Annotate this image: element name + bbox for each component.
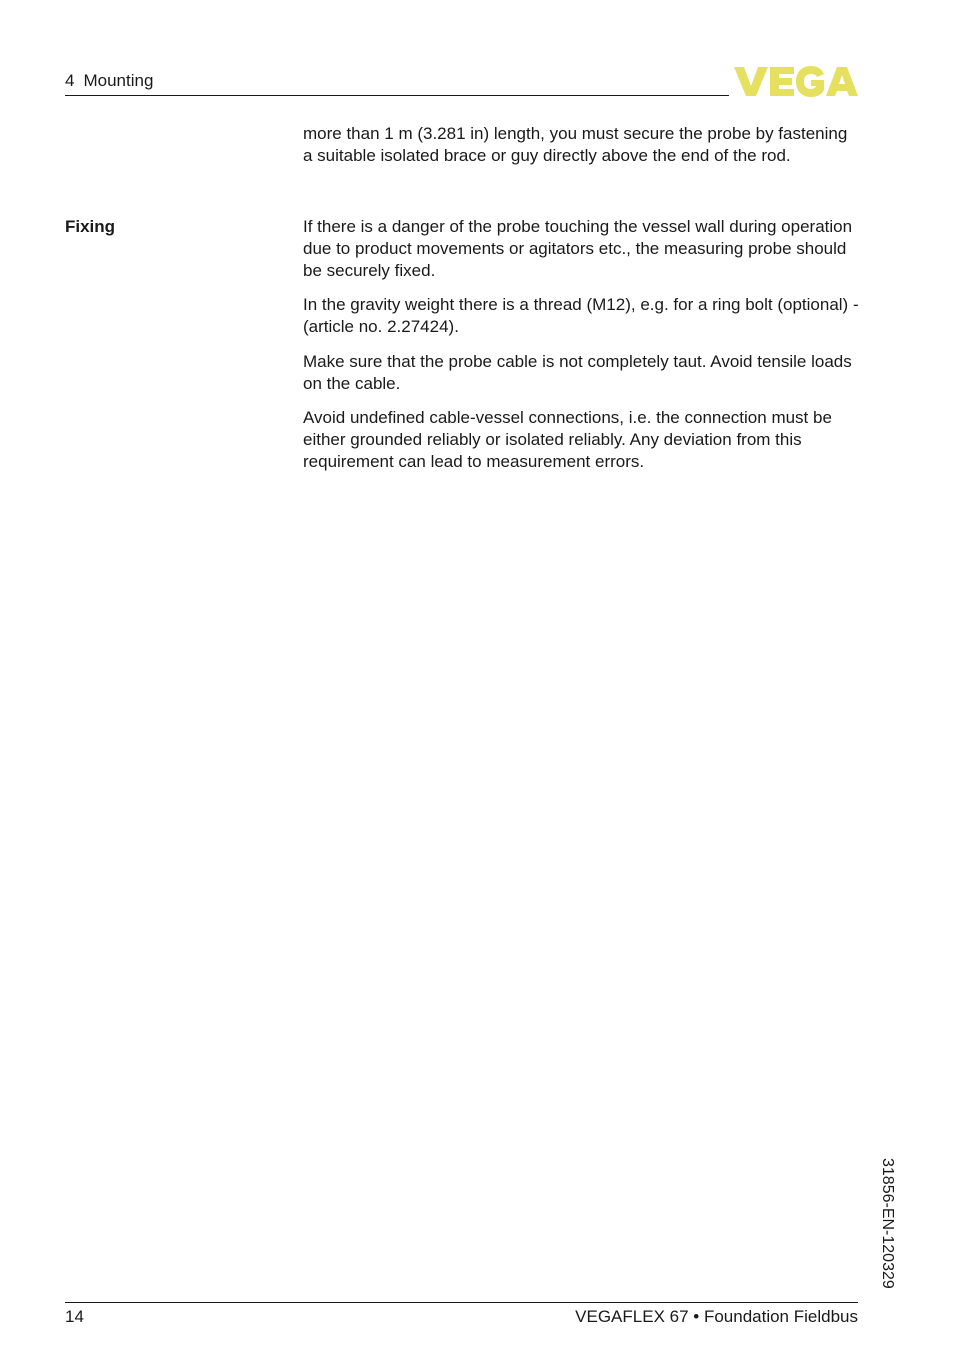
footer-rule [65,1302,858,1303]
section-number: 4 [65,71,75,90]
document-code: 31856-EN-120329 [879,1158,896,1289]
body-paragraph: If there is a danger of the probe touching the vessel wall during operation due to product movements or agitators etc., the measuring probe should be securely fixed. [303,217,853,280]
body-paragraph: Avoid undefined cable-vessel connections, i.e. the connection must be either grounded reliably or isolated reliably. Any deviation from this requirement can lead to measurement errors. [303,408,832,471]
body-paragraph: Make sure that the probe cable is not completely taut. Avoid tensile loads on the cable. [303,352,852,393]
section-title: Mounting [83,71,154,90]
page-number: 14 [65,1307,84,1326]
fixing-heading: Fixing [65,217,116,236]
body-paragraph: In the gravity weight there is a thread (M12), e.g. for a ring bolt (optional) - (article no. 2.27424). [303,295,859,336]
vega-logo [734,66,858,97]
intro-paragraph: more than 1 m (3.281 in) length, you must secure the probe by fastening a suitable isolated brace or guy directly above the end of the rod. [303,124,848,165]
footer-doc-title: VEGAFLEX 67 • Foundation Fieldbus [575,1307,858,1326]
running-header [65,71,153,91]
header-rule [65,95,729,96]
